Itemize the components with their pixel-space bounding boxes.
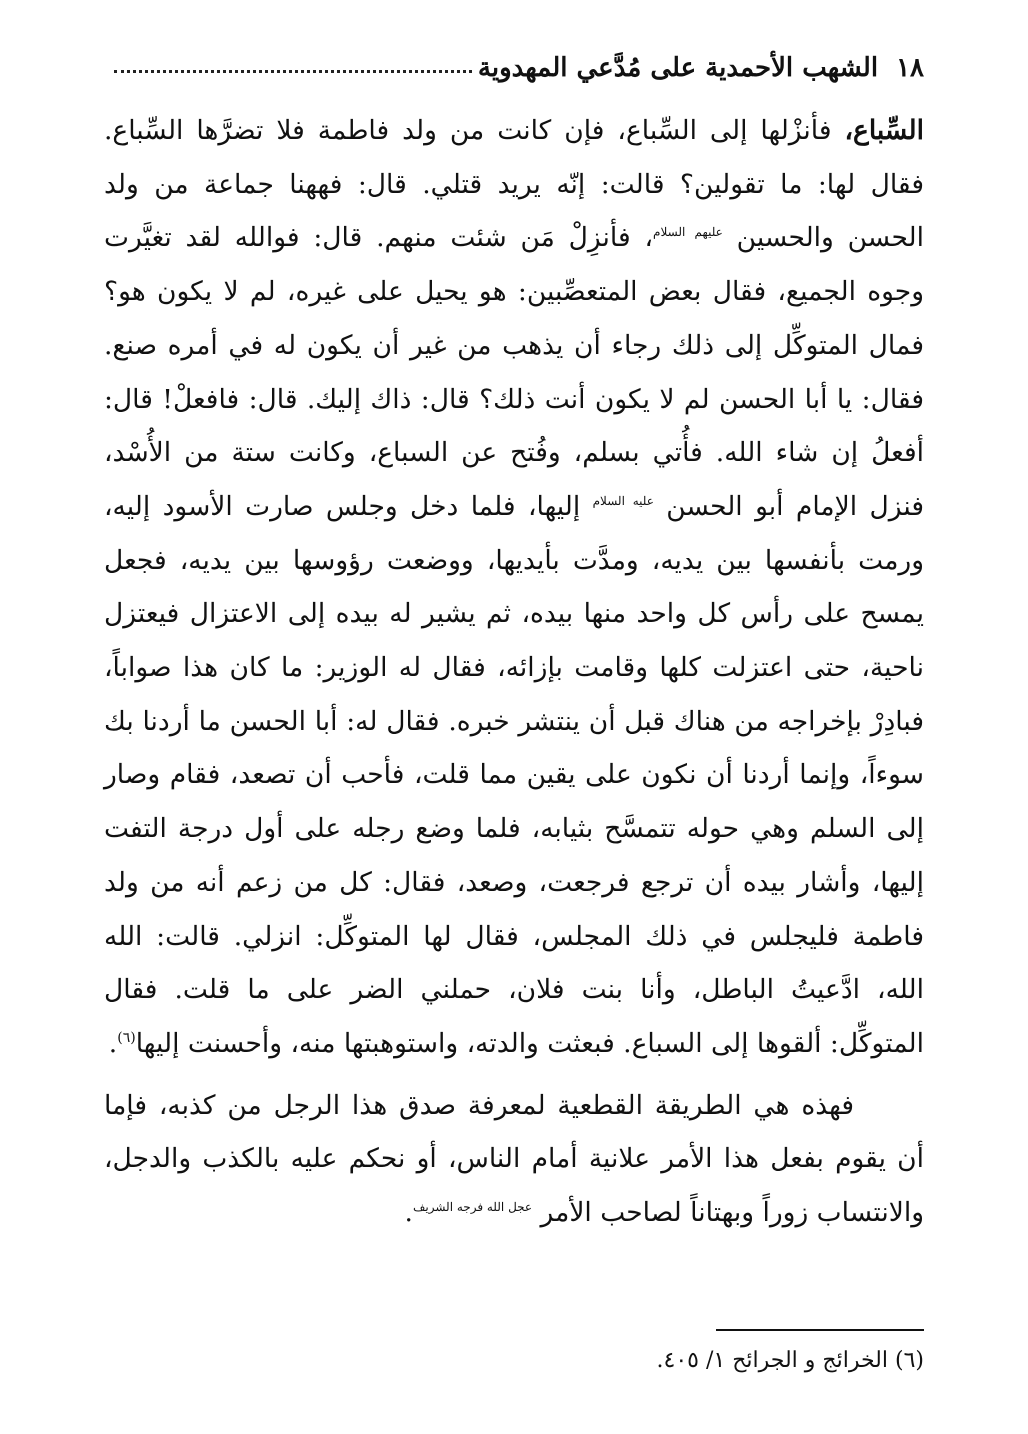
footnote-reference: (٦) bbox=[117, 1030, 136, 1047]
honorific-symbol: عجل الله فرجه الشريف bbox=[412, 1200, 533, 1215]
lead-word: السِّباع، bbox=[844, 115, 924, 146]
paragraph-text-a: فأنزْلها إلى السِّباع، فإن كانت من ولد فاطمة فلا تضرَّها السِّباع. فقال لها: ما تقولين؟ قالت: إنّه يريد قتلي. قال: فههنا جماعة من ولد الحسن والحسين bbox=[104, 115, 924, 254]
header-dot-leader bbox=[114, 70, 472, 73]
paragraph-text-b: ، فأنزِلْ مَن شئت منهم. قال: فوالله لقد تغيَّرت وجوه الجميع، فقال بعض المتعصِّبين: هو يحيل على غيره، لم لا يكون هو؟ فمال المتوكِّل إلى ذلك رجاء أن يذهب من غير أن يكون له في أمره صنع. فقال: يا أبا الحسن لم لا يكون أنت ذلك؟ قال: ذاك إليك. قال: فافعلْ! قال: أفعلُ إن شاء الله. فأُتي بسلم، وفُتح عن السباع، وكانت ستة من الأُسْد، فنزل الإمام أبو الحسن bbox=[104, 222, 925, 522]
paragraph-text-c: إليها، فلما دخل وجلس صارت الأسود إليه، ورمت بأنفسها بين يديه، ومدَّت بأيديها، ووضعت رؤوسها بين يديه، فجعل يمسح على رأس كل واحد منها بيده، ثم يشير له بيده إلى الاعتزال فيعتزل ناحية، حتى اعتزلت كلها وقامت بإزائه، فقال له الوزير: ما كان هذا صواباً، فبادِرْ بإخراجه من هناك قبل أن ينتشر خبره. فقال له: أبا الحسن ما أردنا بك سوءاً، وإنما أردنا أن نكون على يقين مما قلت، فأحب أن تصعد، فقام وصار إلى السلم وهي حوله تتمسَّح بثيابه، فلما وضع رجله على أول درجة التفت إليها، وأشار بيده أن ترجع فرجعت، وصعد، فقال: كل من زعم أنه من ولد فاطمة فليجلس في ذلك المجلس، فقال لها المتوكِّل: انزلي. قالت: الله الله، ادَّعيتُ الباطل، وأنا بنت فلان، حملني الضر على ما قلت. فقال المتوكِّل: ألقوها إلى السباع. فبعثت والدته، واستوهبتها منه، وأحسنت إليها bbox=[104, 490, 924, 1059]
sentence-end: . bbox=[404, 1197, 413, 1229]
conclusion-text: فهذه هي الطريقة القطعية لمعرفة صدق هذا الرجل من كذبه، فإما أن يقوم بفعل هذا الأمر علانية أمام الناس، أو نحكم عليه بالكذب والدجل، والانتساب زوراً وبهتاناً لصاحب الأمر bbox=[104, 1089, 924, 1229]
footnote-separator bbox=[716, 1329, 924, 1331]
paragraph-conclusion bbox=[104, 1079, 924, 1240]
paragraph-narration bbox=[104, 104, 924, 1071]
sentence-end: . bbox=[108, 1027, 118, 1059]
running-title: الشهب الأحمدية على مُدَّعي المهدوية bbox=[477, 53, 879, 83]
honorific-symbol: عليهم السلام bbox=[653, 225, 723, 240]
page-number: ١٨ bbox=[896, 53, 924, 83]
footnote: (٦) الخرائج و الجرائح ١/ ٤٠٥. bbox=[656, 1348, 924, 1373]
body-text bbox=[104, 104, 924, 1240]
page-header bbox=[104, 46, 924, 90]
honorific-symbol: عليه السلام bbox=[592, 494, 654, 509]
